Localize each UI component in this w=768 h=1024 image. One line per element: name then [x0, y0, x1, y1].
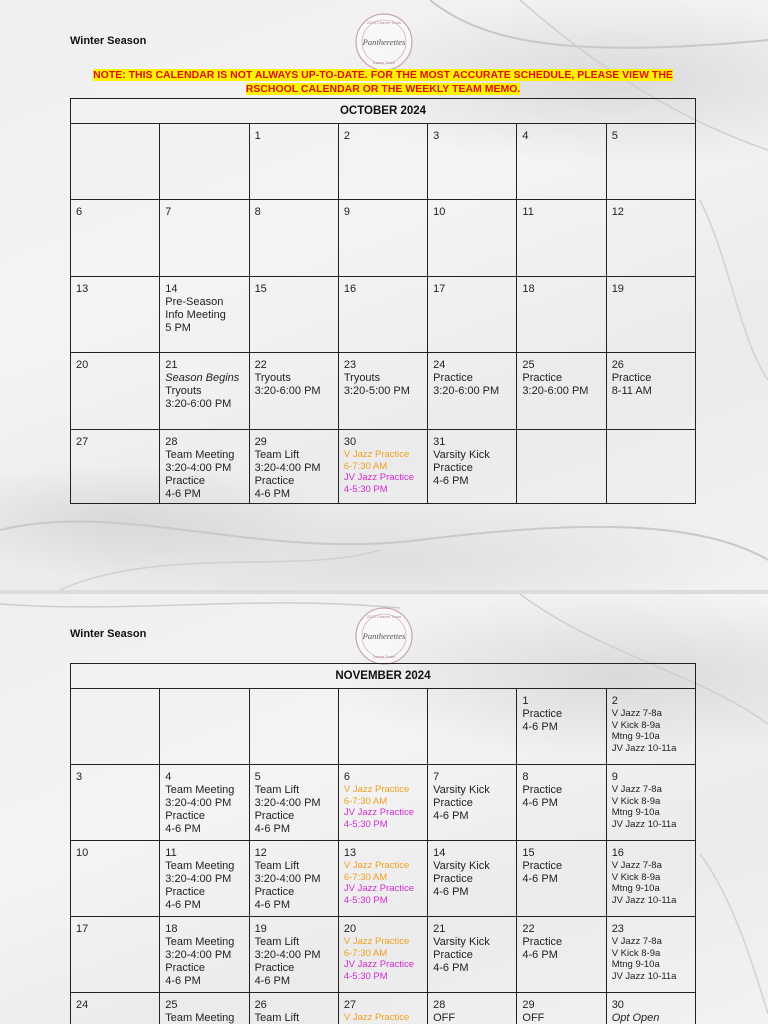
day-number: 7 [433, 771, 440, 783]
day-number: 19 [611, 283, 624, 295]
event-line: Team Lift [254, 860, 300, 872]
event-line: Practice [254, 886, 295, 898]
calendar-empty-cell [71, 124, 160, 200]
event-line: 4-5:30 PM [343, 970, 388, 982]
day-number: 22 [522, 923, 535, 935]
calendar-day-cell [71, 993, 160, 1024]
day-number: 22 [254, 359, 267, 371]
pantherettes-logo [354, 606, 414, 666]
october-calendar-table [70, 98, 696, 504]
pantherettes-logo [354, 12, 414, 72]
calendar-day-cell [160, 353, 249, 430]
calendar-day-cell [428, 277, 517, 353]
day-number: 7 [165, 206, 172, 218]
event-line: Tryouts [343, 372, 381, 384]
day-number: 30 [343, 436, 357, 448]
calendar-day-cell [606, 993, 695, 1024]
calendar-day-cell [517, 917, 606, 993]
day-number: 21 [433, 923, 446, 935]
event-line: V Jazz Practice [343, 936, 410, 947]
day-number: 25 [522, 359, 535, 371]
event-line: 6-7:30 AM [343, 871, 388, 883]
calendar-empty-cell [160, 124, 249, 200]
calendar-day-cell [160, 200, 249, 277]
event-line: Team Meeting [165, 784, 235, 796]
calendar-day-cell [338, 917, 427, 993]
calendar-week-row [71, 993, 696, 1024]
event-line: Practice [611, 372, 652, 384]
calendar-day-cell [71, 200, 160, 277]
calendar-day-cell [160, 430, 249, 504]
calendar-empty-cell [606, 430, 695, 504]
calendar-day-cell [517, 841, 606, 917]
event-line: Practice [522, 784, 563, 796]
day-number: 29 [522, 999, 535, 1011]
logo-bottom-text: Dance Team [372, 654, 396, 659]
event-line: 3:20-4:00 PM [254, 797, 321, 809]
calendar-day-cell [160, 917, 249, 993]
event-line: Practice [522, 708, 563, 720]
event-line: JV Jazz 10-11a [611, 970, 677, 982]
event-line: 4-6 PM [254, 823, 291, 835]
day-number: 9 [343, 206, 350, 218]
day-number: 9 [611, 771, 618, 783]
calendar-day-cell [249, 993, 338, 1024]
calendar-week-row [71, 353, 696, 430]
calendar-day-cell [160, 841, 249, 917]
day-number: 1 [522, 695, 529, 707]
event-line: OFF [522, 1012, 545, 1024]
event-line: V Jazz 7-8a [611, 708, 662, 719]
event-line: 3:20-5:00 PM [343, 385, 410, 397]
schedule-warning-text: NOTE: THIS CALENDAR IS NOT ALWAYS UP-TO-DATE. FOR THE MOST ACCURATE SCHEDULE, PLEASE VIEW THE RSCHOOL CALENDAR OR THE WEEKLY TEAM MEMO. [93, 69, 673, 95]
event-line: JV Jazz Practice [343, 959, 415, 970]
day-number: 24 [76, 999, 89, 1011]
calendar-day-cell [338, 993, 427, 1024]
event-line: JV Jazz Practice [343, 883, 415, 894]
day-number: 2 [343, 130, 350, 142]
day-number: 12 [611, 206, 624, 218]
calendar-day-cell [71, 841, 160, 917]
event-line: 6-7:30 AM [343, 460, 388, 472]
day-number: 13 [76, 283, 89, 295]
calendar-week-row [71, 200, 696, 277]
event-line: 6-7:30 AM [343, 947, 388, 959]
day-number: 23 [343, 359, 357, 371]
calendar-week-row [71, 430, 696, 504]
calendar-day-cell [606, 353, 695, 430]
event-line: 3:20-4:00 PM [165, 462, 232, 474]
event-line: 4-6 PM [433, 962, 469, 974]
calendar-day-cell [338, 124, 427, 200]
calendar-day-cell [249, 765, 338, 841]
calendar-day-cell [606, 689, 695, 765]
event-line: Practice [165, 962, 206, 974]
day-number: 11 [522, 206, 534, 218]
day-number: 23 [611, 923, 624, 935]
event-line: Practice [522, 372, 563, 384]
event-line: 4-6 PM [433, 886, 469, 898]
event-line: Varsity Kick [433, 860, 490, 872]
logo-name: Pantherettes [362, 631, 406, 641]
season-label: Winter Season [70, 35, 147, 47]
day-number: 5 [611, 130, 618, 142]
day-number: 18 [165, 923, 178, 935]
day-number: 31 [433, 436, 446, 448]
day-number: 30 [611, 999, 624, 1011]
event-line: V Jazz Practice [343, 1012, 410, 1023]
event-line: Pre-Season [165, 296, 224, 308]
calendar-empty-cell [249, 689, 338, 765]
event-line: 3:20-4:00 PM [165, 797, 232, 809]
day-number: 16 [343, 283, 357, 295]
calendar-day-cell [338, 430, 427, 504]
event-line: 3:20-6:00 PM [254, 385, 321, 397]
calendar-day-cell [338, 841, 427, 917]
calendar-day-cell [517, 124, 606, 200]
calendar-day-cell [160, 993, 249, 1024]
event-line: Tryouts [165, 385, 202, 397]
calendar-day-cell [71, 277, 160, 353]
day-number: 2 [611, 695, 618, 707]
calendar-page-november [0, 594, 768, 1024]
day-number: 27 [76, 436, 89, 448]
event-line: 4-6 PM [254, 975, 291, 987]
calendar-day-cell [249, 124, 338, 200]
event-line: 4-6 PM [165, 975, 201, 987]
calendar-day-cell [249, 430, 338, 504]
event-line: 3:20-4:00 PM [165, 949, 232, 961]
calendar-day-cell [160, 277, 249, 353]
event-line: Practice [433, 462, 473, 474]
event-line: Team Lift [254, 1012, 300, 1024]
event-line: Team Meeting [165, 1012, 235, 1024]
calendar-week-row [71, 841, 696, 917]
event-line: OFF [433, 1012, 456, 1024]
event-line: 4-6 PM [254, 899, 291, 911]
logo-top-text: 2025 Charter Team [366, 614, 402, 619]
event-line: Team Lift [254, 449, 300, 461]
event-line: 4-6 PM [254, 488, 291, 500]
event-line: 4-5:30 PM [343, 894, 388, 906]
event-line: V Jazz Practice [343, 784, 410, 795]
day-number: 12 [254, 847, 267, 859]
event-line: Mtng 9-10a [611, 731, 660, 742]
calendar-day-cell [428, 200, 517, 277]
event-line: 4-6 PM [522, 797, 558, 809]
event-line: 4-6 PM [165, 899, 201, 911]
event-line: 3:20-6:00 PM [522, 385, 589, 397]
calendar-empty-cell [428, 689, 517, 765]
day-number: 19 [254, 923, 267, 935]
calendar-day-cell [160, 765, 249, 841]
month-header: OCTOBER 2024 [71, 99, 696, 124]
event-line: Practice [433, 949, 473, 961]
event-line: 4-6 PM [165, 488, 201, 500]
calendar-day-cell [338, 353, 427, 430]
logo-top-text: 2025 Charter Team [366, 20, 402, 25]
event-line: Mtng 9-10a [611, 959, 660, 970]
calendar-day-cell [428, 353, 517, 430]
logo-bottom-text: Dance Team [372, 60, 396, 65]
event-line: 8-11 AM [611, 385, 652, 397]
day-number: 11 [165, 847, 177, 859]
day-number: 18 [522, 283, 535, 295]
day-number: 20 [343, 923, 357, 935]
day-number: 8 [254, 206, 261, 218]
event-line: Team Meeting [165, 936, 235, 948]
day-number: 20 [76, 359, 89, 371]
event-line: V Kick 8-9a [611, 719, 661, 731]
event-line: Varsity Kick [433, 784, 490, 796]
calendar-day-cell [428, 841, 517, 917]
calendar-day-cell [71, 917, 160, 993]
calendar-empty-cell [338, 689, 427, 765]
calendar-day-cell [517, 765, 606, 841]
event-line: V Jazz Practice [343, 860, 410, 871]
event-line: 3:20-6:00 PM [433, 385, 500, 397]
day-number: 21 [165, 359, 178, 371]
logo-name: Pantherettes [362, 37, 406, 47]
day-number: 29 [254, 436, 267, 448]
event-line: Mtng 9-10a [611, 807, 660, 818]
day-number: 17 [433, 283, 446, 295]
calendar-day-cell [606, 200, 695, 277]
day-number: 16 [611, 847, 624, 859]
event-line: Practice [165, 886, 206, 898]
event-line: JV Jazz Practice [343, 807, 415, 818]
day-number: 10 [433, 206, 446, 218]
day-number: 4 [165, 771, 172, 783]
event-line: Practice [165, 810, 206, 822]
calendar-day-cell [606, 765, 695, 841]
calendar-day-cell [428, 430, 517, 504]
day-number: 1 [254, 130, 261, 142]
calendar-week-row [71, 689, 696, 765]
day-number: 3 [76, 771, 83, 783]
calendar-day-cell [428, 917, 517, 993]
calendar-week-row [71, 917, 696, 993]
calendar-day-cell [428, 993, 517, 1024]
day-number: 28 [165, 436, 178, 448]
calendar-day-cell [517, 689, 606, 765]
calendar-day-cell [71, 430, 160, 504]
day-number: 3 [433, 130, 440, 142]
day-number: 27 [343, 999, 357, 1011]
day-number: 14 [433, 847, 446, 859]
calendar-day-cell [338, 277, 427, 353]
day-number: 26 [254, 999, 267, 1011]
calendar-day-cell [71, 765, 160, 841]
event-line: JV Jazz 10-11a [611, 818, 677, 830]
day-number: 15 [522, 847, 535, 859]
event-line: Team Lift [254, 936, 300, 948]
calendar-day-cell [249, 841, 338, 917]
event-line: Practice [165, 475, 206, 487]
day-number: 4 [522, 130, 529, 142]
season-label: Winter Season [70, 628, 147, 640]
event-line: V Jazz 7-8a [611, 860, 662, 871]
event-line: JV Jazz Practice [343, 472, 415, 483]
event-line: 4-6 PM [165, 823, 201, 835]
calendar-day-cell [606, 277, 695, 353]
event-line: Practice [522, 860, 563, 872]
event-line: Practice [522, 936, 563, 948]
calendar-day-cell [517, 277, 606, 353]
event-line: 6-7:30 AM [343, 795, 388, 807]
calendar-day-cell [606, 917, 695, 993]
event-line: 4-6 PM [522, 949, 558, 961]
event-line: 3:20-4:00 PM [254, 873, 321, 885]
event-line: 5 PM [165, 322, 191, 334]
event-line: 4-5:30 PM [343, 483, 388, 495]
event-line: Info Meeting [165, 309, 226, 321]
calendar-day-cell [606, 841, 695, 917]
event-line: Mtng 9-10a [611, 883, 660, 894]
event-line: JV Jazz 10-11a [611, 894, 677, 906]
calendar-day-cell [338, 765, 427, 841]
calendar-day-cell [249, 277, 338, 353]
event-line: Practice [433, 873, 473, 885]
event-line: Practice [254, 962, 295, 974]
event-line: Season Begins [165, 372, 240, 384]
calendar-day-cell [338, 200, 427, 277]
event-line: V Jazz Practice [343, 449, 410, 460]
day-number: 17 [76, 923, 89, 935]
day-number: 14 [165, 283, 178, 295]
day-number: 13 [343, 847, 357, 859]
event-line: 3:20-6:00 PM [165, 398, 232, 410]
event-line: 4-6 PM [433, 810, 469, 822]
calendar-day-cell [71, 353, 160, 430]
event-line: Opt Open [611, 1012, 660, 1024]
event-line: Tryouts [254, 372, 291, 384]
calendar-day-cell [249, 353, 338, 430]
calendar-week-row [71, 765, 696, 841]
calendar-week-row [71, 124, 696, 200]
event-line: Practice [254, 810, 295, 822]
event-line: 4-5:30 PM [343, 818, 388, 830]
event-line: V Jazz 7-8a [611, 784, 662, 795]
calendar-day-cell [517, 200, 606, 277]
calendar-day-cell [517, 353, 606, 430]
event-line: Practice [254, 475, 295, 487]
event-line: 3:20-4:00 PM [254, 949, 321, 961]
event-line: Team Meeting [165, 449, 235, 461]
event-line: 3:20-4:00 PM [254, 462, 321, 474]
calendar-day-cell [606, 124, 695, 200]
event-line: V Kick 8-9a [611, 947, 661, 959]
event-line: V Jazz 7-8a [611, 936, 662, 947]
event-line: JV Jazz 10-11a [611, 742, 677, 754]
day-number: 26 [611, 359, 624, 371]
day-number: 8 [522, 771, 529, 783]
calendar-day-cell [517, 993, 606, 1024]
event-line: 4-6 PM [522, 873, 558, 885]
event-line: 4-6 PM [522, 721, 558, 733]
day-number: 5 [254, 771, 261, 783]
event-line: Team Meeting [165, 860, 235, 872]
calendar-week-row [71, 277, 696, 353]
event-line: 3:20-4:00 PM [165, 873, 232, 885]
event-line: Practice [433, 797, 473, 809]
event-line: V Kick 8-9a [611, 795, 661, 807]
day-number: 10 [76, 847, 89, 859]
calendar-empty-cell [71, 689, 160, 765]
schedule-warning-note [70, 68, 696, 96]
calendar-empty-cell [160, 689, 249, 765]
calendar-day-cell [428, 124, 517, 200]
day-number: 24 [433, 359, 446, 371]
day-number: 25 [165, 999, 178, 1011]
calendar-day-cell [249, 917, 338, 993]
day-number: 6 [76, 206, 83, 218]
calendar-day-cell [249, 200, 338, 277]
event-line: Varsity Kick [433, 449, 490, 461]
event-line: Team Lift [254, 784, 300, 796]
calendar-empty-cell [517, 430, 606, 504]
calendar-day-cell [428, 765, 517, 841]
event-line: 4-6 PM [433, 475, 469, 487]
day-number: 28 [433, 999, 446, 1011]
event-line: Varsity Kick [433, 936, 490, 948]
event-line: Practice [433, 372, 473, 384]
day-number: 6 [343, 771, 350, 783]
month-header: NOVEMBER 2024 [71, 664, 696, 689]
day-number: 15 [254, 283, 267, 295]
event-line: V Kick 8-9a [611, 871, 661, 883]
november-calendar-table [70, 663, 696, 1024]
